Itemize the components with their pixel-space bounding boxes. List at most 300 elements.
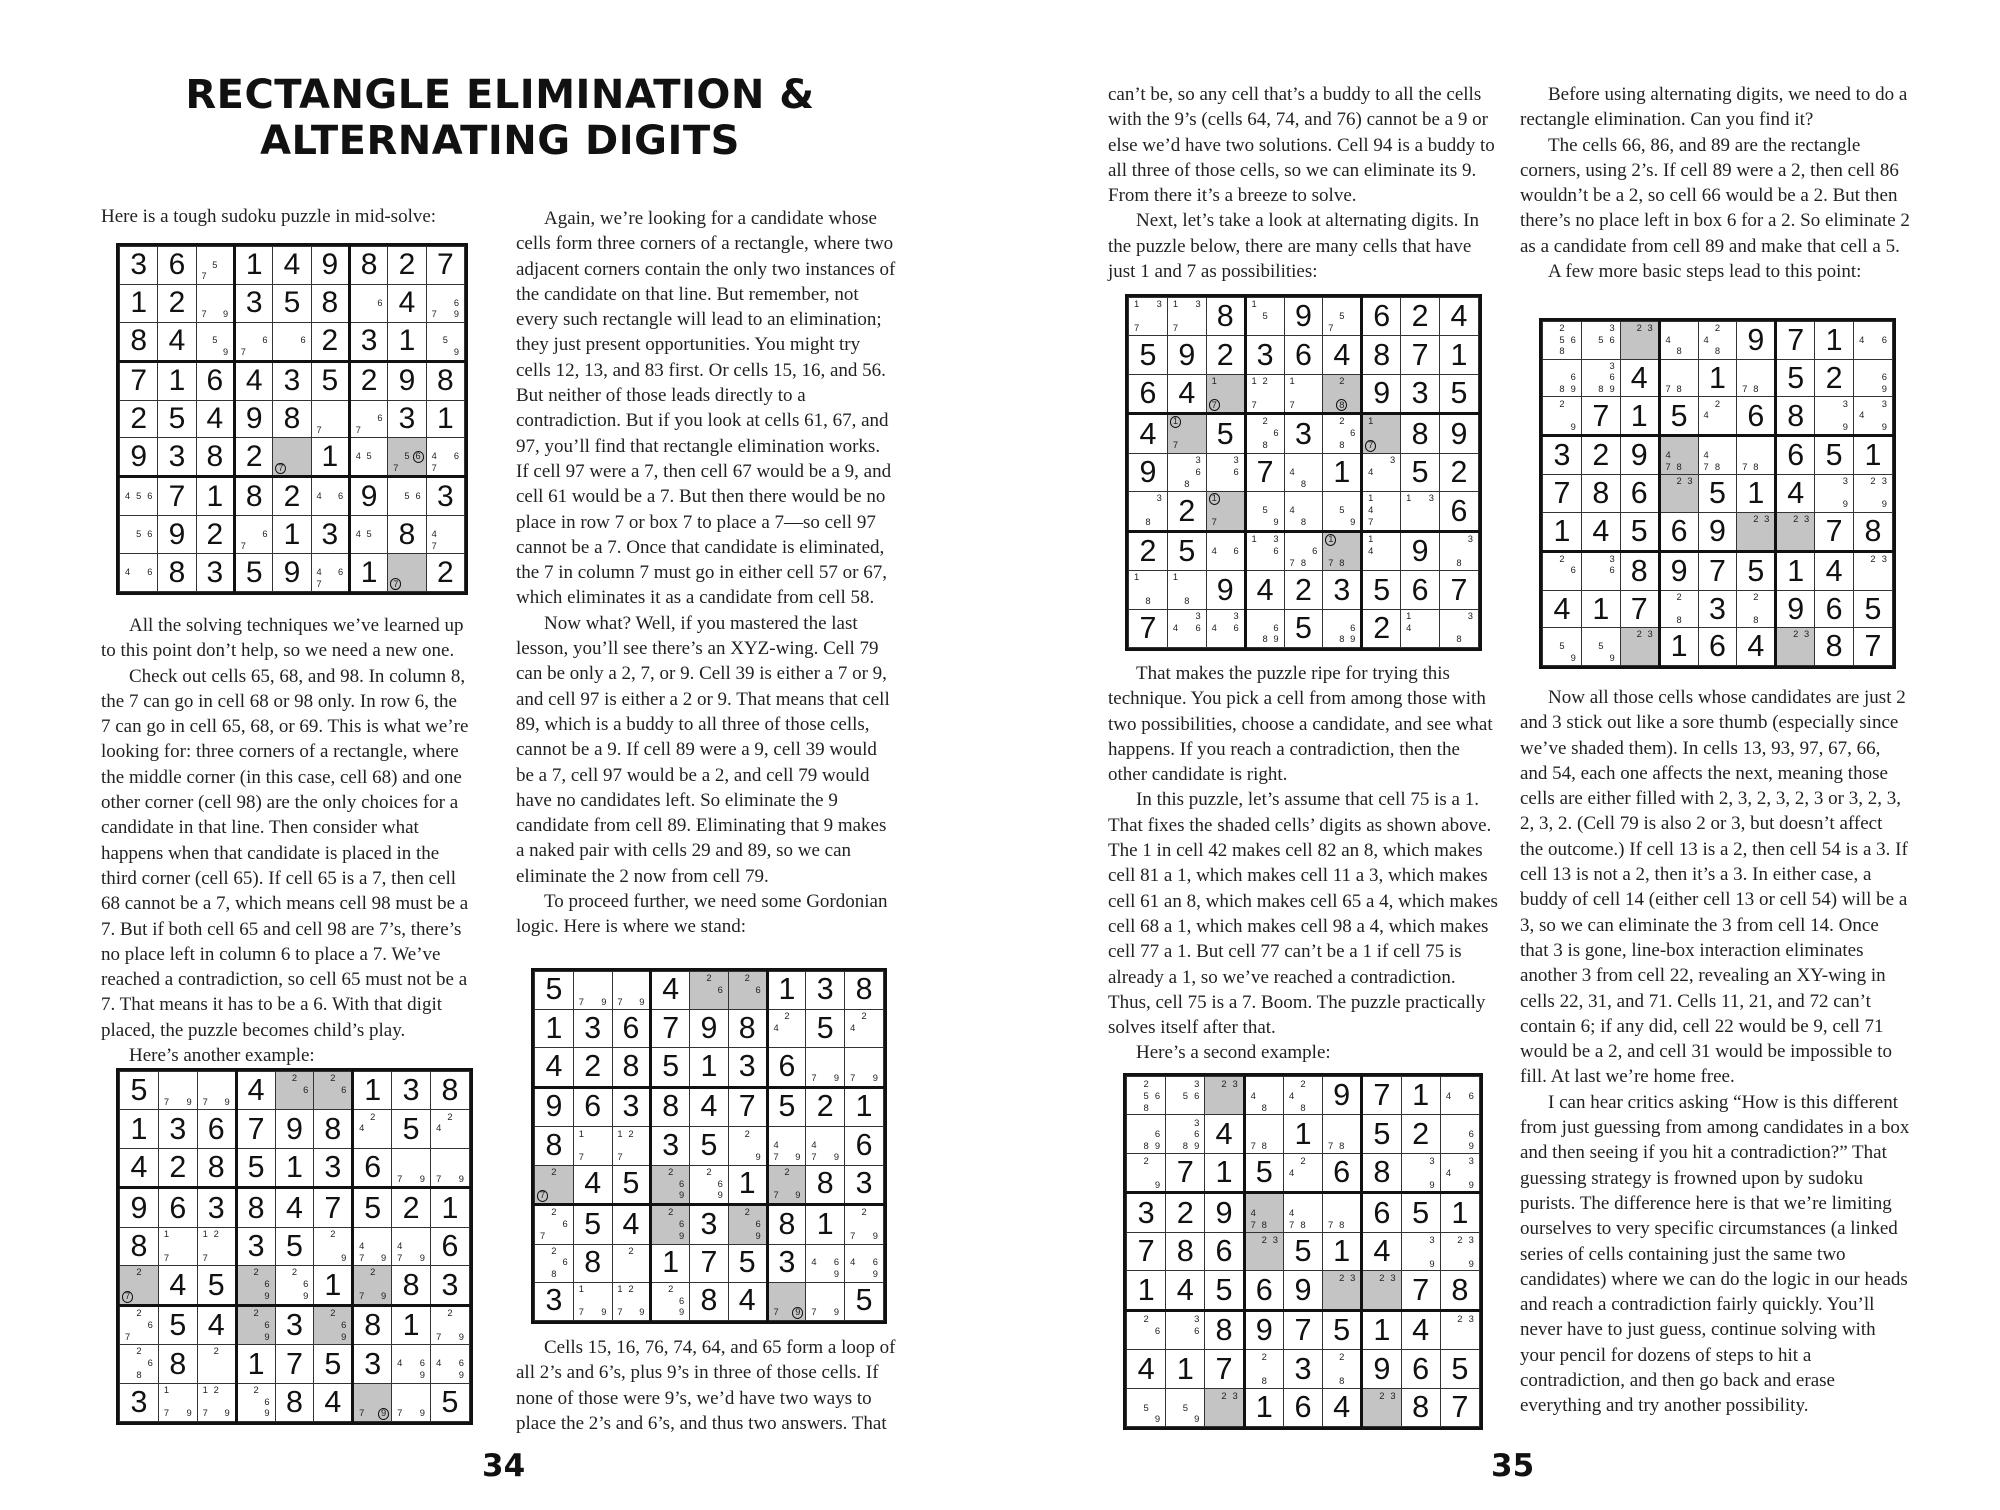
sudoku-cell [275,1110,314,1148]
cell-digit: 7 [1592,398,1610,433]
cell-digit: 5 [1864,591,1882,626]
candidate-marks: 4 7 9 [397,1240,425,1263]
sudoku-cell [1698,475,1737,513]
cell-digit: 3 [1294,1350,1312,1386]
sudoku-cell [1776,475,1815,513]
candidate-marks: 5 9 [1339,505,1356,528]
cell-digit: 2 [1450,455,1468,490]
cell-digit: 8 [584,1245,602,1279]
candidate-marks: 2 6 8 [136,1346,153,1381]
sudoku-cell [1776,551,1815,590]
candidate-marks: 2 7 9 [850,1207,878,1241]
sudoku-cell [1440,531,1479,571]
candidate-marks: 5 9 [1182,1401,1200,1425]
cell-digit: 1 [364,1073,382,1108]
sudoku-cell [767,1282,806,1320]
sudoku-cell [1362,1310,1401,1350]
candidate-marks: 1 7 [1365,416,1398,452]
sudoku-cell [1284,414,1323,454]
cell-digit: 3 [130,248,147,282]
sudoku-cell [1440,1077,1479,1115]
cell-digit: 6 [1215,1233,1233,1269]
cell-digit: 6 [364,1150,382,1185]
cell-digit: 8 [207,1150,225,1185]
candidate-marks: 7 9 [397,1408,425,1419]
sudoku-cell [431,1383,470,1421]
candidate-marks: 4 7 8 [1665,450,1682,472]
sudoku-cell [690,1010,729,1048]
candidate-marks: 1 7 8 [1325,534,1358,570]
sudoku-cell [573,1205,612,1244]
sudoku-cell [1581,628,1620,666]
sudoku-cell [1205,1350,1244,1388]
sudoku-cell [234,247,272,285]
candidate-marks: 1 2 7 9 [617,1283,645,1318]
sudoku-cell [120,322,158,361]
cell-digit: 9 [1708,514,1726,549]
cell-digit: 2 [130,401,147,435]
candidate-marks: 5 9 [1598,640,1615,663]
cell-digit: 4 [1630,360,1648,395]
candidate-marks: 4 7 [431,529,437,551]
sudoku-cell [1543,628,1582,666]
sudoku-cell [388,247,426,285]
sudoku-cell [311,400,349,438]
page-title [150,72,850,164]
sudoku-cell [349,554,387,592]
cell-digit: 2 [436,555,454,589]
cell-digit: 4 [1412,1312,1430,1348]
candidate-marks: 5 7 [201,259,218,282]
sudoku-cell [1401,298,1440,336]
sudoku-cell [1129,374,1168,414]
cell-digit: 1 [778,973,796,1007]
sudoku-cell [1362,1350,1401,1388]
candidate-marks: 7 [275,439,308,474]
sudoku-cell [1776,397,1815,436]
candidate-marks: 2 3 [1870,553,1887,564]
sudoku-cell [1205,1232,1244,1270]
sudoku-cell [431,1188,470,1228]
sudoku-cell [388,400,426,438]
cell-digit: 8 [247,1190,265,1225]
sudoku-grid-2 [116,1068,473,1425]
column-1-body [101,613,469,1068]
sudoku-cell [1323,453,1362,491]
sudoku-cell [1401,531,1440,571]
cell-digit: 9 [1216,572,1234,607]
cell-digit: 4 [1333,1388,1351,1424]
sudoku-cell [234,554,272,592]
sudoku-cell [273,516,311,554]
sudoku-cell [1440,609,1479,647]
sudoku-cell [392,1383,431,1421]
sudoku-cell [1440,1232,1479,1270]
candidate-marks: 5 9 [1262,505,1279,528]
cell-digit: 3 [398,401,416,435]
sudoku-cell [728,1010,767,1048]
cell-digit: 5 [778,1090,796,1124]
candidate-marks: 7 8 [1665,383,1682,394]
cell-digit: 2 [1176,1194,1194,1230]
candidate-marks: 5 6 [136,529,153,540]
candidate-marks: 6 8 9 [1143,1128,1161,1152]
cell-digit: 9 [1294,1271,1312,1307]
sudoku-cell [612,1282,651,1320]
cell-digit: 7 [168,479,186,513]
sudoku-cell [234,400,272,438]
cell-digit: 9 [321,248,339,282]
candidate-marks: 4 6 9 [397,1358,425,1381]
sudoku-cell [1815,551,1854,590]
sudoku-cell [573,1010,612,1048]
cell-digit: 7 [738,1090,756,1124]
candidate-marks: 2 6 9 [744,1207,761,1241]
sudoku-cell [275,1148,314,1188]
cell-digit: 4 [1553,591,1571,626]
sudoku-cell [806,1244,845,1282]
sudoku-grid-3 [531,968,887,1324]
cell-digit: 5 [816,1011,834,1045]
candidate-marks: 2 3 [1636,629,1653,640]
candidate-marks: 3 4 [1368,455,1396,477]
sudoku-cell [314,1148,353,1188]
cell-digit: 1 [130,1111,148,1146]
sudoku-cell [197,1345,236,1383]
candidate-marks: 2 6 9 [668,1207,685,1241]
sudoku-cell [535,1244,574,1282]
sudoku-cell [1362,1077,1401,1115]
sudoku-cell [1206,298,1245,336]
sudoku-cell [1543,397,1582,436]
candidate-marks: 4 8 [1250,1089,1267,1113]
sudoku-cell [1362,374,1401,414]
sudoku-cell [273,554,311,592]
sudoku-cell [120,477,158,516]
paragraph: Here’s a second example: [1136,1042,1331,1064]
cell-digit: 5 [1411,455,1429,490]
sudoku-cell [612,1165,651,1204]
cell-digit: 3 [324,1150,342,1185]
cell-digit: 8 [1412,1388,1430,1424]
sudoku-cell [1659,436,1698,475]
candidate-marks: 4 6 9 [850,1257,878,1280]
sudoku-cell [1205,1077,1244,1115]
cell-digit: 8 [1176,1233,1194,1269]
candidate-marks: 2 3 [1339,1272,1356,1284]
sudoku-cell [1815,436,1854,475]
candidate-marks: 3 8 [1456,533,1473,568]
candidate-marks: 3 6 [1233,455,1239,477]
cell-digit: 1 [247,1346,265,1381]
sudoku-cell [353,1345,392,1383]
cell-digit: 4 [1373,1233,1391,1269]
cell-digit: 3 [1256,337,1274,372]
sudoku-grid-1 [116,243,468,595]
sudoku-cell [1244,1271,1283,1311]
sudoku-cell [197,1305,236,1345]
candidate-marks: 5 9 [212,335,229,358]
sudoku-cell [120,1305,159,1345]
sudoku-cell [728,1087,767,1126]
cell-digit: 7 [1412,1271,1430,1307]
sudoku-cell [1737,359,1776,397]
sudoku-cell [120,1188,159,1228]
page-number-left: 34 [482,1448,526,1484]
cell-digit: 3 [855,1167,873,1201]
cell-digit: 2 [1412,1115,1430,1151]
cell-digit: 1 [1333,455,1351,490]
candidate-marks: 1 3 [1406,493,1434,504]
cell-digit: 1 [1137,1271,1155,1307]
sudoku-cell [535,1165,574,1204]
sudoku-cell [651,1165,690,1204]
sudoku-cell [1127,1232,1166,1270]
sudoku-cell [353,1148,392,1188]
sudoku-cell [651,1010,690,1048]
sudoku-cell [690,1048,729,1087]
sudoku-cell [535,1127,574,1165]
candidate-marks: 1 7 [1289,375,1295,410]
candidate-marks: 3 9 [1842,398,1848,432]
sudoku-cell [535,1205,574,1244]
cell-digit: 6 [1670,514,1688,549]
sudoku-cell [612,1127,651,1165]
sudoku-cell [728,1244,767,1282]
candidate-marks: 4 6 [1859,334,1887,345]
sudoku-cell [158,1110,197,1148]
candidate-marks: 2 6 9 [706,1166,723,1201]
cell-digit: 3 [738,1050,756,1084]
candidate-marks: 4 7 9 [359,1240,387,1263]
sudoku-cell [1620,475,1659,513]
sudoku-cell [426,284,464,322]
sudoku-cell [1129,531,1168,571]
cell-digit: 4 [1592,514,1610,549]
sudoku-cell [120,1266,159,1306]
sudoku-cell [158,247,196,285]
candidate-marks: 2 7 [122,1267,156,1303]
candidate-marks: 3 4 9 [1859,398,1887,432]
cell-digit: 8 [398,517,416,551]
candidate-marks: 3 8 [1145,493,1162,528]
candidate-marks: 7 9 [811,1073,840,1084]
cell-digit: 4 [1825,553,1843,588]
sudoku-cell [728,1282,767,1320]
sudoku-cell [236,1266,275,1306]
sudoku-cell [1127,1193,1166,1233]
candidate-marks: 2 3 [1793,629,1810,640]
sudoku-cell [690,1205,729,1244]
candidate-marks: 2 3 [1221,1078,1238,1090]
cell-digit: 9 [700,1011,718,1045]
cell-digit: 8 [622,1050,640,1084]
cell-digit: 9 [1787,591,1805,626]
sudoku-cell [273,322,311,361]
candidate-marks: 4 8 [1289,505,1307,528]
sudoku-cell [1776,359,1815,397]
page-number-right: 35 [1491,1448,1535,1484]
sudoku-cell [1206,531,1245,571]
candidate-marks: 1 2 7 [617,1128,634,1163]
sudoku-cell [1698,512,1737,551]
sudoku-cell [1362,492,1401,532]
candidate-marks: 4 7 8 [1288,1207,1306,1231]
candidate-marks: 2 4 [1288,1154,1306,1178]
cell-digit: 9 [1411,534,1429,569]
sudoku-cell [612,1205,651,1244]
sudoku-cell [806,1127,845,1165]
sudoku-cell [431,1148,470,1188]
sudoku-cell [1205,1388,1244,1426]
sudoku-cell [1581,590,1620,628]
sudoku-cell [1129,298,1168,336]
candidate-marks: 6 [300,335,306,346]
sudoku-cell [275,1305,314,1345]
cell-digit: 3 [441,1267,459,1302]
sudoku-cell [311,438,349,477]
sudoku-cell [1129,453,1168,491]
cell-digit: 3 [1137,1194,1155,1230]
sudoku-cell [651,1244,690,1282]
cell-digit: 1 [206,479,224,513]
sudoku-cell [1166,1232,1205,1270]
sudoku-cell [690,1127,729,1165]
sudoku-cell [1245,414,1284,454]
sudoku-cell [1362,609,1401,647]
cell-digit: 8 [130,1229,148,1264]
sudoku-cell [120,1345,159,1383]
sudoku-cell [1323,1077,1362,1115]
cell-digit: 1 [436,401,454,435]
sudoku-cell [197,1072,236,1110]
candidate-marks: 2 3 9 [1457,1233,1474,1269]
candidate-marks: 6 9 [1468,1128,1474,1152]
candidate-marks: 2 3 [1753,513,1770,524]
sudoku-cell [1167,374,1206,414]
cell-digit: 3 [360,324,378,358]
sudoku-cell [1205,1310,1244,1350]
sudoku-cell [392,1148,431,1188]
cell-digit: 1 [1553,514,1571,549]
candidate-marks: 2 4 [1703,398,1721,421]
cell-digit: 3 [662,1128,680,1162]
sudoku-cell [1129,609,1168,647]
candidate-marks: 1 3 7 [1134,299,1162,333]
cell-digit: 5 [1215,1271,1233,1307]
sudoku-cell [1244,1115,1283,1153]
cell-digit: 8 [1787,398,1805,433]
sudoku-cell [845,1205,884,1244]
paragraph: Next, let’s take a look at alternating digits. In the puzzle below, there are many cells that have just 1 and 7 as possibilities: [1108,210,1479,283]
sudoku-cell [349,516,387,554]
candidate-marks: 1 2 7 [1251,375,1268,410]
sudoku-cell [1206,571,1245,609]
sudoku-cell [1737,512,1776,551]
cell-digit: 1 [545,1011,563,1045]
cell-digit: 6 [584,1090,602,1124]
sudoku-cell [845,1048,884,1087]
sudoku-cell [1698,436,1737,475]
sudoku-cell [314,1188,353,1228]
sudoku-cell [1129,571,1168,609]
sudoku-cell [1167,414,1206,454]
cell-digit: 1 [398,324,416,358]
cell-digit: 3 [402,1073,420,1108]
sudoku-cell [1283,1077,1322,1115]
sudoku-cell [1620,359,1659,397]
candidate-marks: 7 8 [1742,461,1759,472]
paragraph: can’t be, so any cell that’s a buddy to all the cells with the 9’s (cells 64, 74, and 76) cannot be a 9 or else we’d have two solutions. Cell 94 is a buddy to all three of those cells, so we can eliminate its 9. From there it’s a breeze to solve. [1108,84,1495,207]
sudoku-cell [197,1383,236,1421]
cell-digit: 7 [1411,337,1429,372]
sudoku-cell [651,1205,690,1244]
sudoku-cell [767,1048,806,1087]
cell-digit: 5 [1255,1154,1273,1190]
sudoku-cell [1284,492,1323,532]
cell-digit: 7 [436,248,454,282]
cell-digit: 3 [321,517,339,551]
sudoku-cell [234,477,272,516]
cell-digit: 6 [1373,1194,1391,1230]
candidate-marks: 2 5 6 8 [1143,1078,1161,1113]
candidate-marks: 5 6 7 [390,439,423,474]
cell-digit: 8 [855,973,873,1007]
cell-digit: 1 [1708,360,1726,395]
cell-digit: 9 [1630,438,1648,473]
cell-digit: 9 [1333,1077,1351,1113]
sudoku-cell [1854,628,1893,666]
candidate-marks: 4 6 7 [316,566,344,589]
cell-digit: 1 [1373,1312,1391,1348]
sudoku-cell [349,438,387,477]
sudoku-cell [1440,374,1479,414]
cell-digit: 8 [436,364,454,398]
cell-digit: 8 [168,555,186,589]
cell-digit: 4 [584,1167,602,1201]
sudoku-cell [1401,492,1440,532]
sudoku-cell [1206,374,1245,414]
sudoku-cell [1401,1115,1440,1153]
candidate-marks: 7 9 [850,1073,878,1084]
cell-digit: 7 [1451,1388,1469,1424]
sudoku-cell [388,477,426,516]
paragraph: The cells 66, 86, and 89 are the rectangle corners, using 2’s. If cell 89 were a 2, then cell 86 wouldn’t be a 2, so cell 66 would be a 2. But then there’s no place left in box 6 for a 2. So eliminate 2 as a candidate from cell 89 and make that cell a 5. [1520,134,1910,257]
cell-digit: 9 [168,517,186,551]
cell-digit: 4 [1215,1115,1233,1151]
sudoku-cell [158,1188,197,1228]
cell-digit: 7 [1450,572,1468,607]
sudoku-cell [690,1087,729,1126]
candidate-marks: 1 2 7 9 [202,1384,230,1419]
sudoku-cell [1581,512,1620,551]
sudoku-cell [353,1072,392,1110]
sudoku-cell [1659,590,1698,628]
candidate-marks: 1 7 [163,1229,170,1263]
cell-digit: 7 [1708,553,1726,588]
cell-digit: 1 [1670,629,1688,664]
cell-digit: 5 [584,1207,602,1241]
sudoku-cell [767,972,806,1010]
cell-digit: 4 [622,1207,640,1241]
sudoku-cell [1244,1232,1283,1270]
sudoku-cell [1698,322,1737,360]
sudoku-cell [1737,475,1776,513]
sudoku-cell [1323,531,1362,571]
sudoku-cell [353,1266,392,1306]
sudoku-cell [120,1148,159,1188]
sudoku-cell [1206,336,1245,374]
